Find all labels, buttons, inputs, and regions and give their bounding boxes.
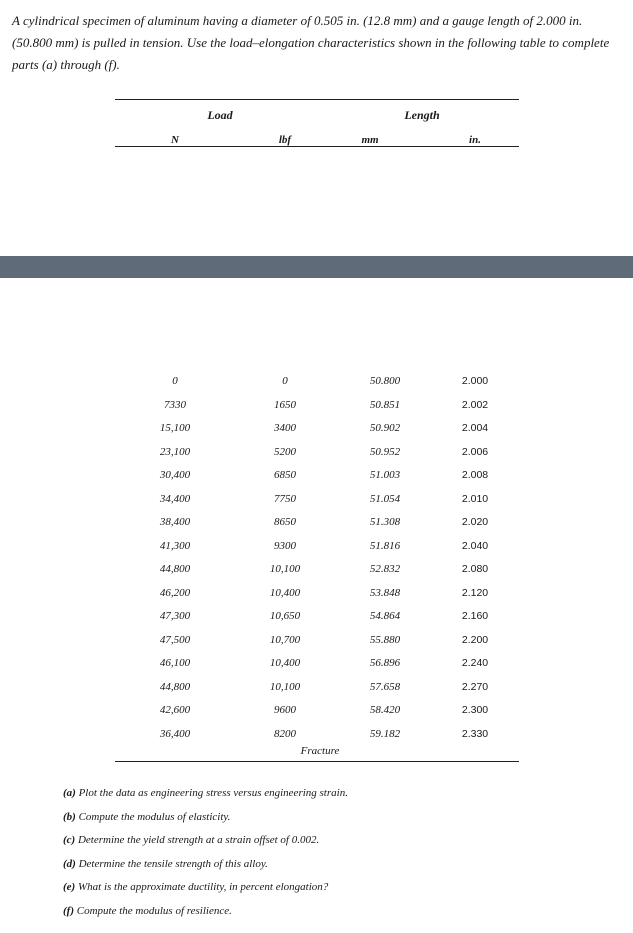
cell-length-mm: 56.896 <box>369 657 401 669</box>
question-part <box>63 785 603 809</box>
header-bottom-rule <box>115 146 519 147</box>
table-row <box>115 493 519 517</box>
part-tag: (d) <box>63 857 76 870</box>
cell-load-lbf: 8650 <box>274 516 296 528</box>
question-part <box>63 832 603 856</box>
table-row <box>115 446 519 470</box>
cell-length-mm: 58.420 <box>369 704 401 716</box>
cell-load-n: 46,100 <box>159 657 191 669</box>
cell-load-n: 42,600 <box>159 704 191 716</box>
table-row <box>115 375 519 399</box>
cell-load-lbf: 10,100 <box>269 563 301 575</box>
cell-load-n: 23,100 <box>159 445 191 458</box>
cell-load-n: 7330 <box>164 398 186 411</box>
cell-load-n: 30,400 <box>159 469 191 481</box>
table-top-rule <box>115 99 519 100</box>
part-tag: (c) <box>63 834 76 846</box>
cell-length-in: 2.160 <box>461 610 489 622</box>
cell-load-lbf: 10,400 <box>269 657 301 669</box>
column-header-lbf: lbf <box>278 134 292 146</box>
cell-load-n: 15,100 <box>159 422 191 434</box>
cell-length-in: 2.300 <box>461 704 489 716</box>
cell-length-mm: 54.864 <box>369 610 401 622</box>
problem-statement: A cylindrical specimen of aluminum having a diameter of 0.505 in. (12.8 mm) and a gauge length of 2.000 in. (50.800 mm) is pulled in tension. Use the load–elongation characteristics shown in the following table to complete parts (a) through (f). <box>12 13 610 72</box>
cell-load-n: 44,800 <box>159 563 191 575</box>
cell-length-mm: 51.054 <box>369 492 401 505</box>
column-header-n: N <box>171 134 179 146</box>
data-table <box>115 375 519 751</box>
cell-load-n: 47,500 <box>159 633 191 646</box>
cell-load-lbf: 6850 <box>274 469 296 481</box>
cell-load-n: 46,200 <box>159 586 191 599</box>
cell-load-n: 44,800 <box>159 680 191 693</box>
cell-length-mm: 59.182 <box>369 727 401 740</box>
table-row <box>115 681 519 705</box>
cell-load-n: 36,400 <box>159 727 191 740</box>
cell-load-n: 47,300 <box>159 610 191 622</box>
cell-load-lbf: 9600 <box>274 704 296 716</box>
cell-length-mm: 50.800 <box>369 375 401 387</box>
cell-length-in: 2.200 <box>461 633 489 646</box>
question-part <box>63 879 603 903</box>
cell-load-n: 0 <box>172 375 178 387</box>
cell-length-mm: 51.308 <box>369 516 401 528</box>
cell-load-n: 34,400 <box>159 492 191 505</box>
cell-length-in: 2.120 <box>461 586 489 599</box>
cell-length-in: 2.020 <box>461 516 489 528</box>
question-parts <box>63 785 603 926</box>
part-text: Compute the modulus of resilience. <box>76 904 232 917</box>
cell-length-in: 2.040 <box>461 539 489 552</box>
part-text: Determine the yield strength at a strain offset of 0.002. <box>77 834 320 846</box>
part-tag: (a) <box>63 787 76 799</box>
cell-load-lbf: 10,700 <box>269 633 301 646</box>
cell-load-lbf: 0 <box>282 375 288 387</box>
cell-length-mm: 50.952 <box>369 445 401 458</box>
cell-length-mm: 50.902 <box>369 422 401 434</box>
cell-length-in: 2.080 <box>461 563 489 575</box>
page-divider-band <box>0 256 633 278</box>
table-row <box>115 657 519 681</box>
column-header-mm: mm <box>361 134 379 146</box>
cell-length-in: 2.008 <box>461 469 489 481</box>
cell-load-lbf: 8200 <box>274 727 296 740</box>
cell-load-lbf: 10,650 <box>269 610 301 622</box>
cell-length-in: 2.330 <box>461 727 489 740</box>
cell-load-lbf: 7750 <box>274 492 296 505</box>
cell-length-mm: 53.848 <box>369 586 401 599</box>
cell-load-lbf: 3400 <box>274 422 296 434</box>
cell-load-lbf: 10,100 <box>269 680 301 693</box>
cell-load-lbf: 1650 <box>274 398 296 411</box>
cell-length-in: 2.006 <box>461 445 489 458</box>
cell-load-lbf: 5200 <box>274 445 296 458</box>
table-row <box>115 469 519 493</box>
cell-length-mm: 52.832 <box>369 563 401 575</box>
table-row <box>115 399 519 423</box>
part-text: Plot the data as engineering stress versus engineering strain. <box>78 787 348 799</box>
cell-length-mm: 55.880 <box>369 633 401 646</box>
table-row <box>115 634 519 658</box>
question-part <box>63 809 603 833</box>
part-text: What is the approximate ductility, in percent elongation? <box>77 881 329 893</box>
table-row <box>115 540 519 564</box>
cell-load-lbf: 10,400 <box>269 586 301 599</box>
question-part <box>63 856 603 880</box>
cell-load-lbf: 9300 <box>274 539 296 552</box>
part-text: Determine the tensile strength of this alloy. <box>78 857 268 870</box>
cell-length-in: 2.270 <box>461 680 489 693</box>
part-text: Compute the modulus of elasticity. <box>78 810 231 823</box>
table-row <box>115 516 519 540</box>
column-header-in: in. <box>469 134 481 146</box>
part-tag: (b) <box>63 810 76 823</box>
table-row <box>115 563 519 587</box>
part-tag: (e) <box>63 881 76 893</box>
table-row <box>115 610 519 634</box>
question-part <box>63 903 603 927</box>
cell-length-in: 2.002 <box>461 398 489 411</box>
table-row <box>115 587 519 611</box>
table-row <box>115 422 519 446</box>
group-header-load: Load <box>207 108 233 122</box>
cell-length-in: 2.004 <box>461 422 489 434</box>
table-bottom-rule <box>115 761 519 762</box>
cell-load-n: 41,300 <box>159 539 191 552</box>
cell-length-mm: 50.851 <box>369 398 401 411</box>
cell-length-in: 2.240 <box>461 657 489 669</box>
cell-length-mm: 51.003 <box>369 469 401 481</box>
table-row <box>115 704 519 728</box>
cell-length-mm: 51.816 <box>369 539 401 552</box>
group-header-length: Length <box>404 108 440 122</box>
part-tag: (f) <box>63 904 74 917</box>
cell-length-in: 2.010 <box>461 492 489 505</box>
cell-length-mm: 57.658 <box>369 680 401 693</box>
fracture-label: Fracture <box>300 745 340 757</box>
cell-load-n: 38,400 <box>159 516 191 528</box>
cell-length-in: 2.000 <box>461 375 489 387</box>
